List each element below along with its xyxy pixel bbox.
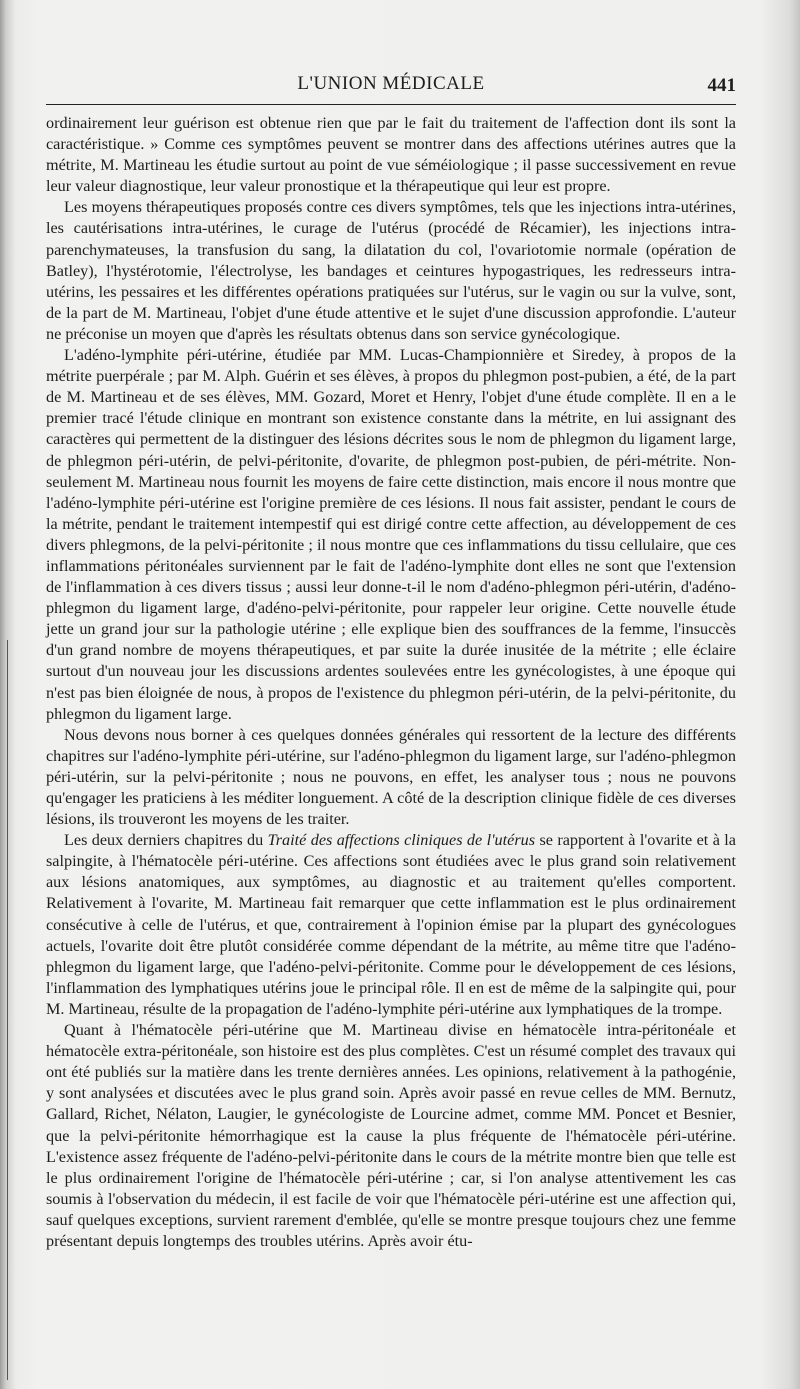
paragraph-text: ordinairement leur guérison est obtenue rien que par le fait du traitement de l'affection dont ils sont la caractéristique. » Comme ces symptômes peuvent se montrer dans des affections utérines autres que la métrite, M. Martineau les étudie surtout au point de vue séméiologique ; il passe successivement en revue leur valeur diagnostique, leur valeur pronostique et la thérapeutique qui leur est propre.	[46, 114, 736, 196]
paragraph-text: Quant à l'hématocèle péri-utérine que M. Martineau divise en hématocèle intra-péritonéale et hématocèle extra-péritonéale, son histoire est des plus complètes. C'est un résumé complet des travaux qui ont été publiés sur la matière dans les trente dernières années. Les opinions, relativement à la pathogénie, y sont analysées et discutées avec le plus grand soin. Après avoir passé en revue celles de MM. Bernutz, Gallard, Richet, Nélaton, Laugier, le gynécologiste de Lourcine admet, comme MM. Poncet et Besnier, que la pelvi-péritonite hémorrhagique est la cause la plus fréquente de l'hématocèle péri-utérine. L'existence assez fréquente de l'adéno-pelvi-péritonite dans le cours de la métrite montre bien que telle est le plus ordinairement l'origine de l'hématocèle péri-utérine ; car, si l'on analyse attentivement les cas soumis à l'observation du médecin, il est facile de voir que l'hématocèle péri-utérine est une affection qui, sauf quelques exceptions, survient rarement d'emblée, qu'elle se montre presque toujours chez une femme présentant depuis longtemps des troubles utérins. Après avoir étu-	[46, 1021, 736, 1250]
header-rule	[46, 104, 736, 105]
book-title-text: Traité des affections cliniques de l'utérus	[267, 831, 536, 850]
paragraph	[46, 725, 736, 830]
paragraph-text: se rapportent à l'ovarite et à la salpingite, à l'hématocèle péri-utérine. Ces affections sont étudiées avec le plus grand soin relativement aux lésions anatomiques, aux symptômes, au diagnostic et au traitement qu'elles comportent. Relativement à l'ovarite, M. Martineau fait remarquer que cette inflammation est le plus ordinairement consécutive à celle de l'utérus, et que, contrairement à l'opinion émise par la plupart des gynécologues actuels, l'ovarite doit être plutôt considérée comme dépendant de la métrite, au même titre que l'adéno-phlegmon du ligament large, que l'adéno-pelvi-péritonite. Comme pour le développement de ces lésions, l'inflammation des lymphatiques utérins joue le principal rôle. Il en est de même de la salpingite qui, pour M. Martineau, résulte de la propagation de l'adéno-lymphite péri-utérine aux lymphatiques de la trompe.	[46, 831, 736, 1018]
paragraph-text: Nous devons nous borner à ces quelques données générales qui ressortent de la lecture des différents chapitres sur l'adéno-lymphite péri-utérine, sur l'adéno-phlegmon du ligament large, sur l'adéno-phlegmon péri-utérin, sur la pelvi-péritonite ; nous ne pouvons, en effet, les analyser tous ; nous ne pouvons qu'engager les praticiens à les méditer longuement. A côté de la description clinique fidèle de ces diverses lésions, ils trouveront les moyens de les traiter.	[46, 725, 736, 829]
paragraph-text: Les moyens thérapeutiques proposés contre ces divers symptômes, tels que les injections intra-utérines, les cautérisations intra-utérines, le curage de l'utérus (procédé de Récamier), les injections intra-parenchymateuses, la transfusion du sang, la dilatation du col, l'ovariotomie normale (opération de Batley), l'hystérotomie, l'électrolyse, les bandages et ceintures hypogastriques, les redresseurs intra-utérins, les pessaires et les différentes opérations pratiquées sur l'utérus, sur le vagin ou sur la vulve, sont, de la part de M. Martineau, l'objet d'une étude attentive et le sujet d'une discussion approfondie. L'auteur ne préconise un moyen que d'après les résultats obtenus dans son service gynécologique.	[46, 198, 736, 343]
page-header	[46, 72, 736, 98]
running-title: L'UNION MÉDICALE	[297, 73, 485, 94]
margin-line	[7, 640, 8, 1380]
paragraph	[46, 830, 736, 1020]
page-number: 441	[707, 75, 736, 96]
paragraph	[46, 113, 736, 197]
paragraph	[46, 197, 736, 345]
paragraph	[46, 345, 736, 725]
body-text	[46, 113, 736, 1252]
paragraph-text: Les deux derniers chapitres du	[64, 831, 268, 850]
paragraph-text: L'adéno-lymphite péri-utérine, étudiée par MM. Lucas-Championnière et Siredey, à propos de la métrite puerpérale ; par M. Alph. Guérin et ses élèves, à propos du phlegmon post-pubien, a été, de la part de M. Martineau et de ses élèves, MM. Gozard, Moret et Henry, l'objet d'une étude complète. Il en a le premier tracé l'étude clinique en montrant son existence constante dans la métrite, en lui assignant des caractères qui permettent de la distinguer des lésions décrites sous le nom de phlegmon du ligament large, de phlegmon péri-utérin, de pelvi-péritonite, d'ovarite, de phlegmon post-pubien, de péri-métrite. Non-seulement M. Martineau nous fournit les moyens de faire cette distinction, mais encore il nous montre que l'adéno-lymphite péri-utérine est l'origine première de ces lésions. Il nous fait assister, pendant le cours de la métrite, pendant le traitement intempestif qui est dirigé contre cette affection, au développement de ces divers phlegmons, de la pelvi-péritonite ; il nous montre que ces inflammations du tissu cellulaire, que ces inflammations péritonéales surviennent par le fait de l'adéno-lymphite dont elles ne sont que l'extension de l'inflammation à ces divers tissus ; aussi leur donne-t-il le nom d'adéno-phlegmon péri-utérin, d'adéno-phlegmon du ligament large, d'adéno-pelvi-péritonite, pour rappeler leur origine. Cette nouvelle étude jette un grand jour sur la pathologie utérine ; elle explique bien des souffrances de la femme, l'insuccès d'un grand nombre de moyens thérapeutiques, et par suite la durée inusitée de la métrite ; elle éclaire surtout d'un nouveau jour les discussions ardentes soulevées entre les gynécologistes, à une époque qui n'est pas bien éloignée de nous, à propos de l'existence du phlegmon péri-utérin, de la pelvi-péritonite, du phlegmon du ligament large.	[46, 346, 736, 723]
paragraph	[46, 1020, 736, 1252]
